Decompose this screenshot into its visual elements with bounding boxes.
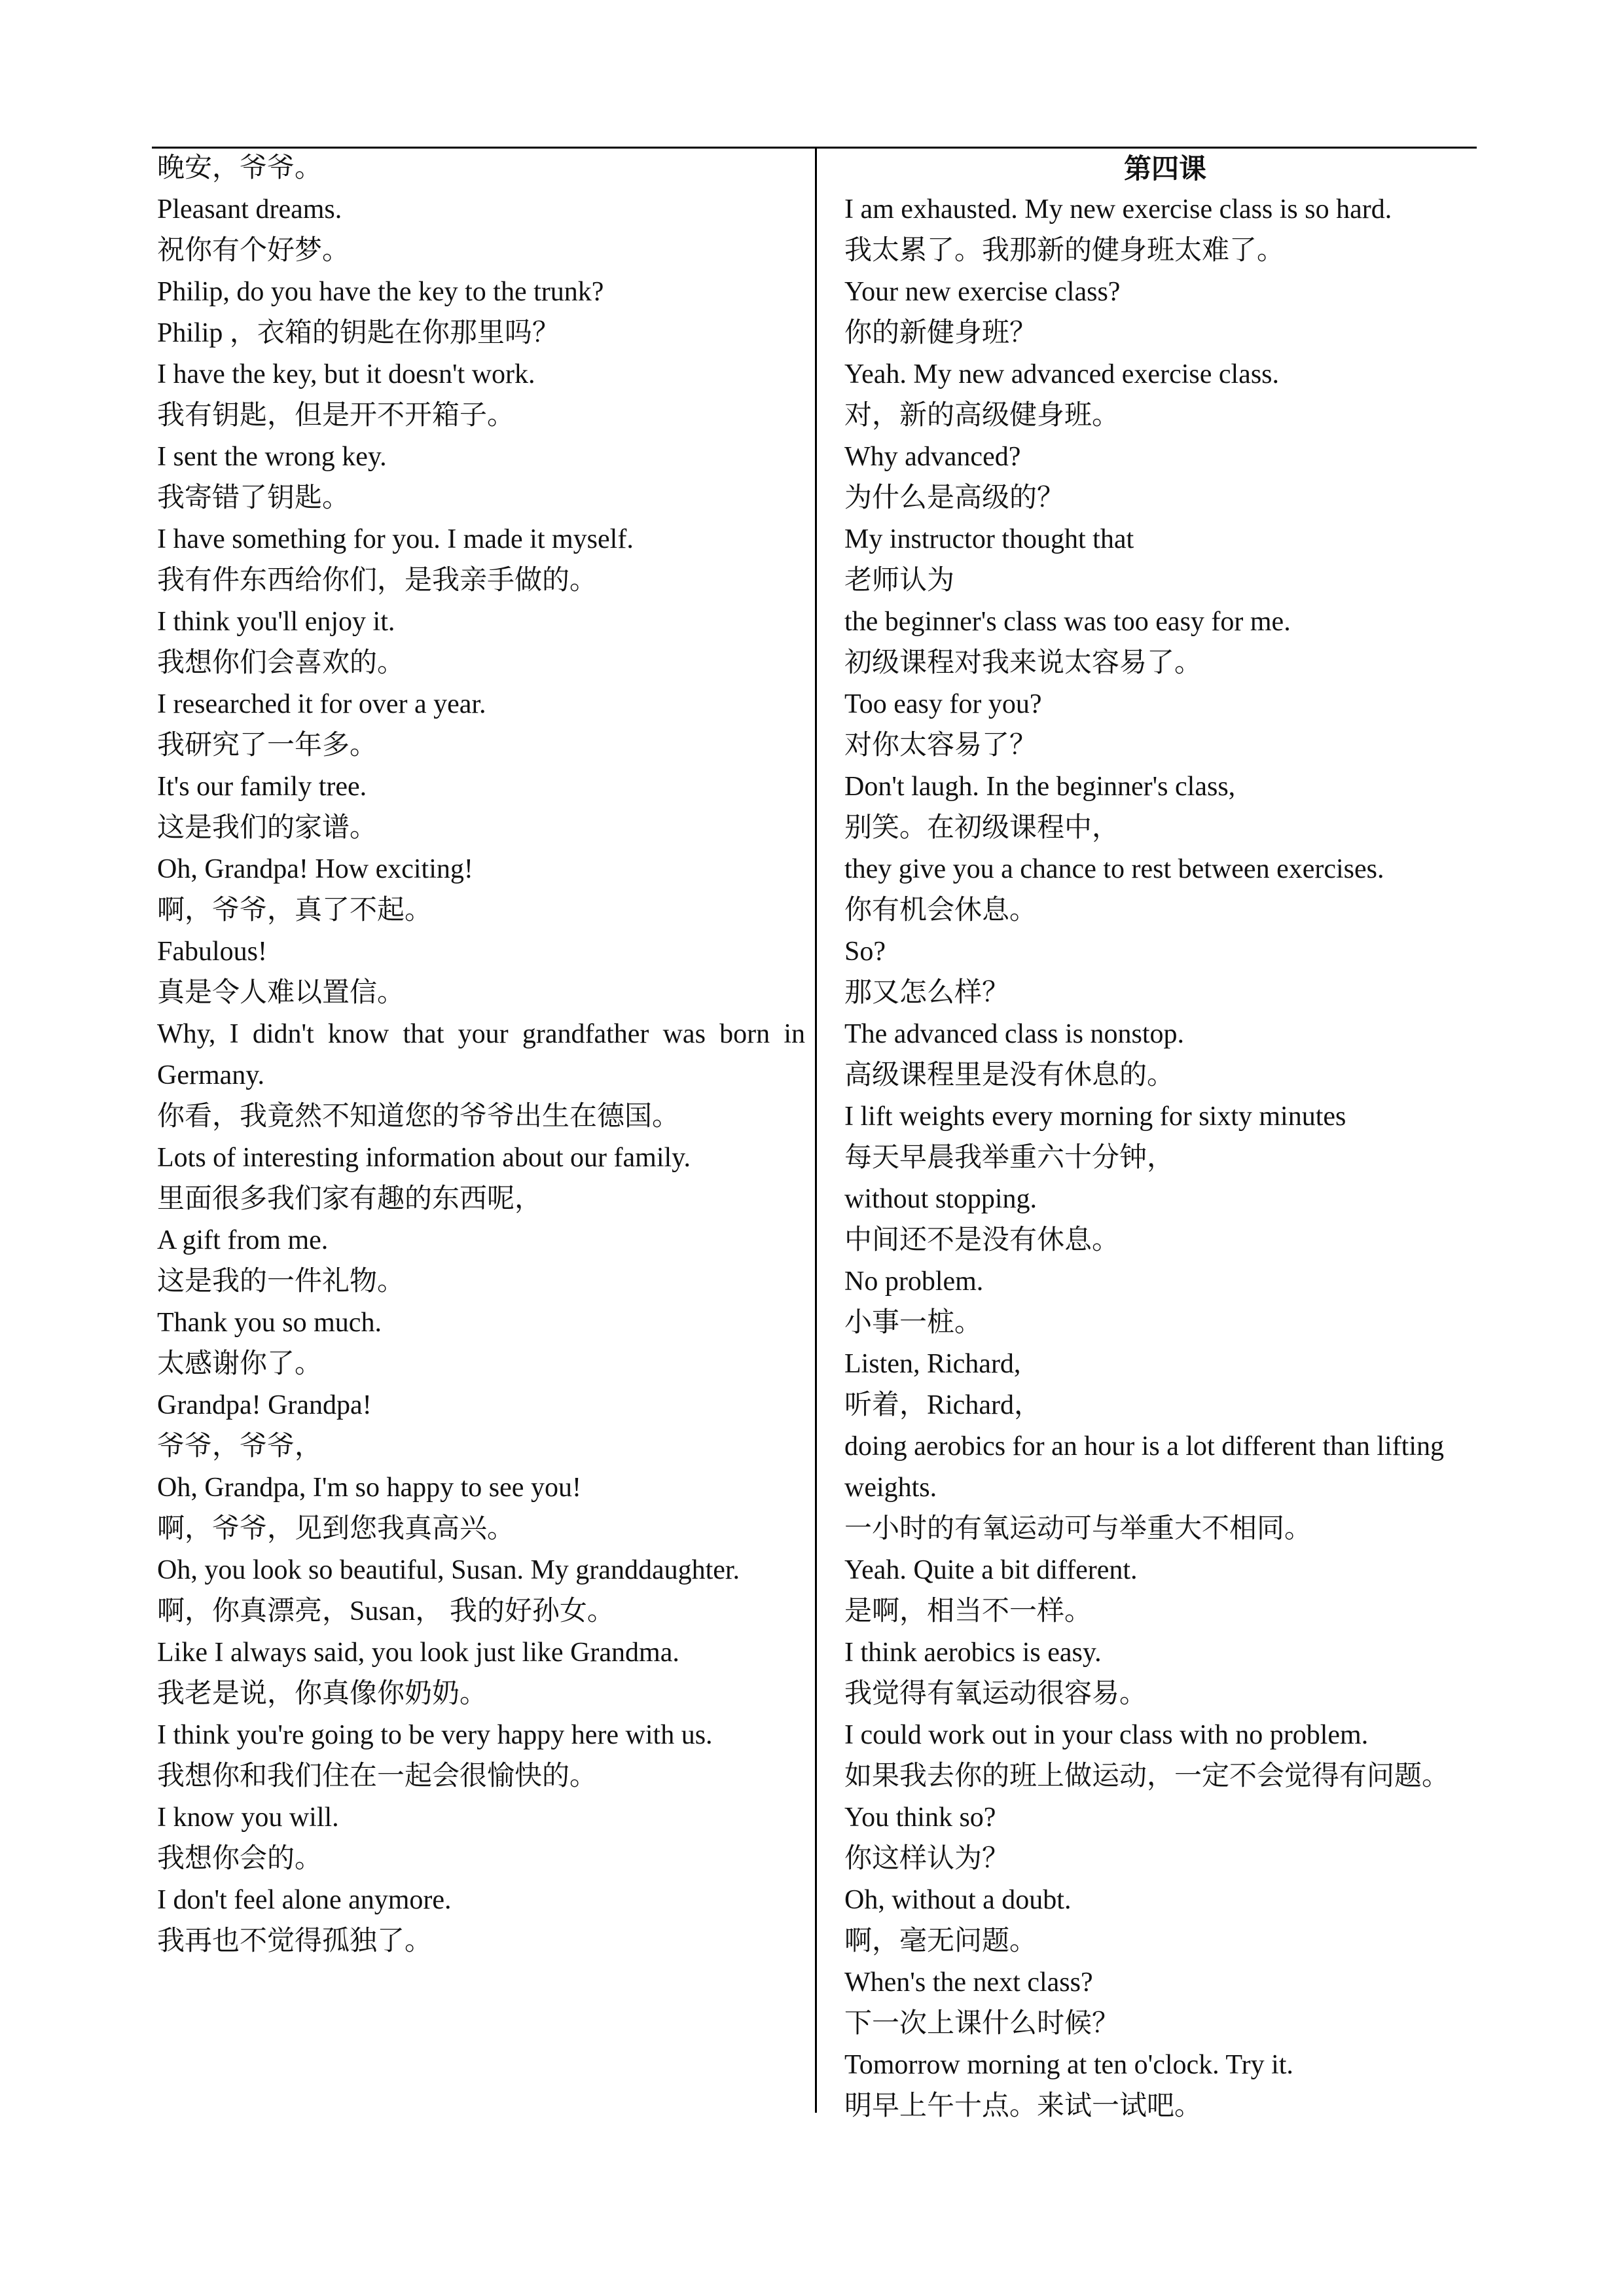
text-line: 下一次上课什么时候？ <box>844 2009 1120 2039</box>
text-line: 我研究了一年多。 <box>157 730 378 761</box>
text-line: 真是令人难以置信。 <box>157 978 405 1008</box>
text-line: 我寄错了钥匙。 <box>157 483 350 513</box>
text-line: The advanced class is nonstop. <box>844 1019 1185 1049</box>
text-line: Philip ，衣箱的钥匙在你那里吗？ <box>157 318 560 348</box>
text-line: 对，新的高级健身班。 <box>844 401 1120 431</box>
text-line: I have the key, but it doesn't work. <box>157 359 535 389</box>
text-line: 啊，毫无问题。 <box>844 1926 1038 1956</box>
text-line: 祝你有个好梦。 <box>157 236 350 266</box>
text-line: Yeah. Quite a bit different. <box>844 1555 1138 1585</box>
text-line: Oh, Grandpa, I'm so happy to see you! <box>157 1473 581 1503</box>
text-line: 晚安，爷爷。 <box>157 153 323 183</box>
text-line: 我太累了。我那新的健身班太难了。 <box>844 236 1285 266</box>
text-line: 别笑。在初级课程中， <box>844 813 1120 843</box>
text-line: 小事一桩。 <box>844 1308 983 1338</box>
text-line: Grandpa! Grandpa! <box>157 1390 372 1420</box>
text-line: No problem. <box>844 1266 984 1297</box>
text-line: 我有钥匙，但是开不开箱子。 <box>157 401 515 431</box>
text-line: the beginner's class was too easy for me. <box>844 607 1291 637</box>
right-column <box>844 148 1486 2127</box>
text-line: Like I always said, you look just like Grandma. <box>157 1638 679 1668</box>
text-line: 一小时的有氧运动可与举重大不相同。 <box>844 1514 1312 1544</box>
text-line: Why advanced? <box>844 442 1021 472</box>
text-line: 里面很多我们家有趣的东西呢， <box>157 1184 543 1214</box>
text-line: Too easy for you? <box>844 689 1042 719</box>
text-line: A gift from me. <box>157 1225 329 1255</box>
text-line: Thank you so much. <box>157 1308 382 1338</box>
left-column <box>157 148 805 1962</box>
text-line: My instructor thought that <box>844 524 1134 554</box>
text-line: Oh, Grandpa! How exciting! <box>157 854 473 884</box>
text-line: I think you're going to be very happy here with us. <box>157 1720 713 1750</box>
text-line: I have something for you. I made it myself. <box>157 524 634 554</box>
text-line: doing aerobics for an hour is a lot different than lifting weights. <box>844 1431 1444 1503</box>
text-line: 爷爷，爷爷， <box>157 1431 323 1462</box>
text-line: 这是我的一件礼物。 <box>157 1266 405 1297</box>
text-line: Listen, Richard, <box>844 1349 1021 1379</box>
text-line: 明早上午十点。来试一试吧。 <box>844 2091 1202 2121</box>
text-line: 啊，爷爷，见到您我真高兴。 <box>157 1514 515 1544</box>
text-line: I sent the wrong key. <box>157 442 387 472</box>
text-line: Oh, without a doubt. <box>844 1885 1072 1915</box>
text-line: So? <box>844 937 886 967</box>
text-line: Oh, you look so beautiful, Susan. My granddaughter. <box>157 1555 740 1585</box>
text-line: 为什么是高级的？ <box>844 483 1065 513</box>
text-line: 啊，你真漂亮，Susan， 我的好孙女。 <box>157 1596 615 1626</box>
text-line: Fabulous! <box>157 937 267 967</box>
text-line: 我想你和我们住在一起会很愉快的。 <box>157 1761 598 1791</box>
text-line: 中间还不是没有休息。 <box>844 1225 1120 1255</box>
text-line: 这是我们的家谱。 <box>157 813 378 843</box>
text-line: they give you a chance to rest between exercises. <box>844 854 1384 884</box>
text-line: Lots of interesting information about our family. <box>157 1143 691 1173</box>
text-line: I am exhausted. My new exercise class is so hard. <box>844 194 1392 224</box>
text-line: 我想你会的。 <box>157 1844 323 1874</box>
text-line: When's the next class? <box>844 1967 1093 1998</box>
text-line: 啊，爷爷，真了不起。 <box>157 895 433 925</box>
text-line: It's our family tree. <box>157 772 367 802</box>
text-line: Why, I didn't know that your grandfather was born in Germany. <box>157 1019 805 1090</box>
text-line: Don't laugh. In the beginner's class, <box>844 772 1236 802</box>
text-line: 初级课程对我来说太容易了。 <box>844 648 1202 678</box>
text-line: I think aerobics is easy. <box>844 1638 1102 1668</box>
text-line: Tomorrow morning at ten o'clock. Try it. <box>844 2050 1293 2080</box>
text-line: 我再也不觉得孤独了。 <box>157 1926 433 1956</box>
text-line: 高级课程里是没有休息的。 <box>844 1060 1175 1090</box>
text-line: 你有机会休息。 <box>844 895 1038 925</box>
text-line: Philip, do you have the key to the trunk? <box>157 277 604 307</box>
text-line: 我觉得有氧运动很容易。 <box>844 1679 1147 1709</box>
text-line: 对你太容易了？ <box>844 730 1038 761</box>
text-line: 太感谢你了。 <box>157 1349 323 1379</box>
column-divider <box>815 147 817 2113</box>
text-line: 如果我去你的班上做运动，一定不会觉得有问题。 <box>844 1761 1450 1791</box>
text-line: 你看，我竟然不知道您的爷爷出生在德国。 <box>157 1102 680 1132</box>
text-line: I think you'll enjoy it. <box>157 607 395 637</box>
text-line: 我老是说，你真像你奶奶。 <box>157 1679 488 1709</box>
text-line: Yeah. My new advanced exercise class. <box>844 359 1280 389</box>
text-line: I lift weights every morning for sixty minutes <box>844 1102 1346 1132</box>
text-line: I could work out in your class with no problem. <box>844 1720 1369 1750</box>
text-line: Pleasant dreams. <box>157 194 342 224</box>
text-line: 我有件东西给你们，是我亲手做的。 <box>157 565 598 596</box>
text-line: I researched it for over a year. <box>157 689 486 719</box>
text-line: 你这样认为？ <box>844 1844 1010 1874</box>
text-line: Your new exercise class? <box>844 277 1121 307</box>
text-line: You think so? <box>844 1803 996 1833</box>
text-line: I don't feel alone anymore. <box>157 1885 452 1915</box>
text-line: 每天早晨我举重六十分钟， <box>844 1143 1175 1173</box>
text-line: 那又怎么样？ <box>844 978 1010 1008</box>
text-line: 是啊，相当不一样。 <box>844 1596 1092 1626</box>
text-line: 我想你们会喜欢的。 <box>157 648 405 678</box>
text-line: without stopping. <box>844 1184 1038 1214</box>
text-line: 听着，Richard， <box>844 1390 1041 1420</box>
text-line: 你的新健身班？ <box>844 318 1038 348</box>
text-line: 老师认为 <box>844 565 955 596</box>
text-line: I know you will. <box>157 1803 339 1833</box>
lesson-heading: 第四课 <box>1123 152 1206 185</box>
